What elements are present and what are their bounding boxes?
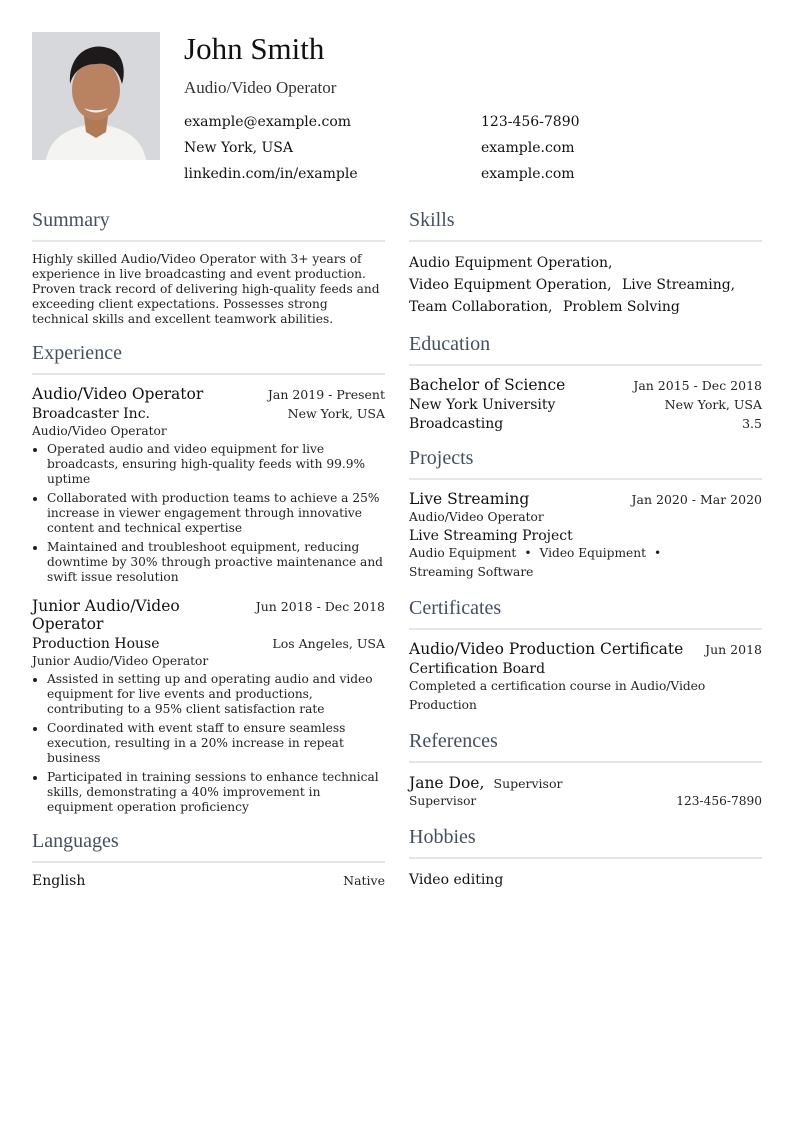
location-text: New York, USA [184,140,293,156]
avatar [32,32,160,160]
section-title: Languages [32,829,385,863]
projects-section [409,446,762,582]
job-dates: Jun 2018 - Dec 2018 [255,599,385,614]
bullet-item: • Maintained and troubleshoot equipment, reducing downtime by 30% through proactive maintenance and swift issue resolution [47,540,385,585]
field-of-study: Broadcasting [409,416,504,432]
job-title: Audio/Video Operator [32,385,204,403]
certificates-section [409,596,762,715]
bullet-item: • Collaborated with production teams to achieve a 25% increase in viewer engagement through innovative content and technical expertise [47,491,385,536]
job-bullets [32,442,385,585]
bullet-item: • Operated audio and video equipment for live broadcasts, ensuring high-quality feeds with 99.9% uptime [47,442,385,487]
website-link[interactable]: example.com [481,140,575,156]
reference-name: Jane Doe, [409,774,485,792]
gpa-value: 3.5 [742,416,762,431]
school-name: New York University [409,397,556,413]
reference-relation: Supervisor [493,776,563,791]
summary-text: Highly skilled Audio/Video Operator with 3+ years of experience in live broadcasting and event production. Proven track record of delivering high-quality feeds and exceeding client expectations. Possesses strong technical skills and excellent teamwork abilities. [32,252,380,326]
education-section [409,332,762,432]
right-column [409,208,762,905]
hobby-item: Video editing [409,872,504,888]
profile-photo [32,32,160,160]
company-name: Broadcaster Inc. [32,406,150,422]
section-title: Summary [32,208,385,242]
section-title: Certificates [409,596,762,630]
skill-item: Audio Equipment Operation, [409,255,613,271]
languages-section [32,829,385,889]
section-title: Hobbies [409,825,762,859]
section-title: Experience [32,341,385,375]
job-entry [32,385,385,585]
project-name: Live Streaming [409,490,530,508]
section-title: Projects [409,446,762,480]
degree-name: Bachelor of Science [409,376,566,394]
bullet-item: • Coordinated with event staff to ensure seamless execution, resulting in a 20% increase in repeat business [47,721,385,766]
job-subtitle: Junior Audio/Video Operator [32,654,209,668]
experience-section [32,341,385,815]
job-dates: Jan 2019 - Present [267,387,385,402]
school-location: New York, USA [664,397,762,412]
bullet-item: • Participated in training sessions to enhance technical skills, demonstrating a 40% improvement in equipment operation proficiency [47,770,385,815]
section-title: References [409,729,762,763]
candidate-name: John Smith [184,31,325,66]
skill-item: Live Streaming, [621,277,736,293]
project-title: Live Streaming Project [409,528,573,544]
left-column [32,208,385,903]
references-section [409,729,762,811]
certificate-description: Completed a certification course in Audio/Video Production [409,679,706,712]
keyword-item: Audio Equipment [409,546,517,560]
skill-item: Video Equipment Operation, [409,277,612,293]
summary-section [32,208,385,327]
hobbies-section [409,825,762,891]
project-dates: Jan 2020 - Mar 2020 [631,492,762,507]
email-link[interactable]: example@example.com [184,114,352,130]
education-dates: Jan 2015 - Dec 2018 [633,378,762,393]
bullet-item: • Assisted in setting up and operating audio and video equipment for live events and productions, contributing to a 95% client satisfaction rate [47,672,385,717]
skills-list [409,252,762,318]
section-title: Education [409,332,762,366]
certificate-name: Audio/Video Production Certificate [409,640,684,658]
company-name: Production House [32,636,160,652]
job-location: Los Angeles, USA [272,636,385,651]
linkedin-link[interactable]: linkedin.com/in/example [184,166,358,182]
job-subtitle: Audio/Video Operator [32,424,167,438]
phone-text: 123-456-7890 [481,114,580,130]
job-bullets [32,672,385,815]
skills-section [409,208,762,318]
job-entry [32,597,385,815]
keyword-item: Video Equipment [539,546,647,560]
project-keywords: Audio Equipment • Video Equipment • Streaming Software [409,546,662,579]
website-link-2[interactable]: example.com [481,166,575,182]
job-title: Junior Audio/Video Operator [32,597,180,633]
language-level: Native [343,873,385,888]
keyword-item: Streaming Software [409,565,534,579]
skill-item: Team Collaboration, [409,299,553,315]
skill-item: Problem Solving [562,299,680,315]
language-name: English [32,873,86,889]
reference-phone: 123-456-7890 [676,794,762,808]
candidate-role: Audio/Video Operator [184,78,337,97]
reference-position: Supervisor [409,794,477,808]
section-title: Skills [409,208,762,242]
certificate-issuer: Certification Board [409,661,546,677]
project-role: Audio/Video Operator [409,510,544,524]
job-location: New York, USA [287,406,385,421]
certificate-date: Jun 2018 [705,642,762,657]
